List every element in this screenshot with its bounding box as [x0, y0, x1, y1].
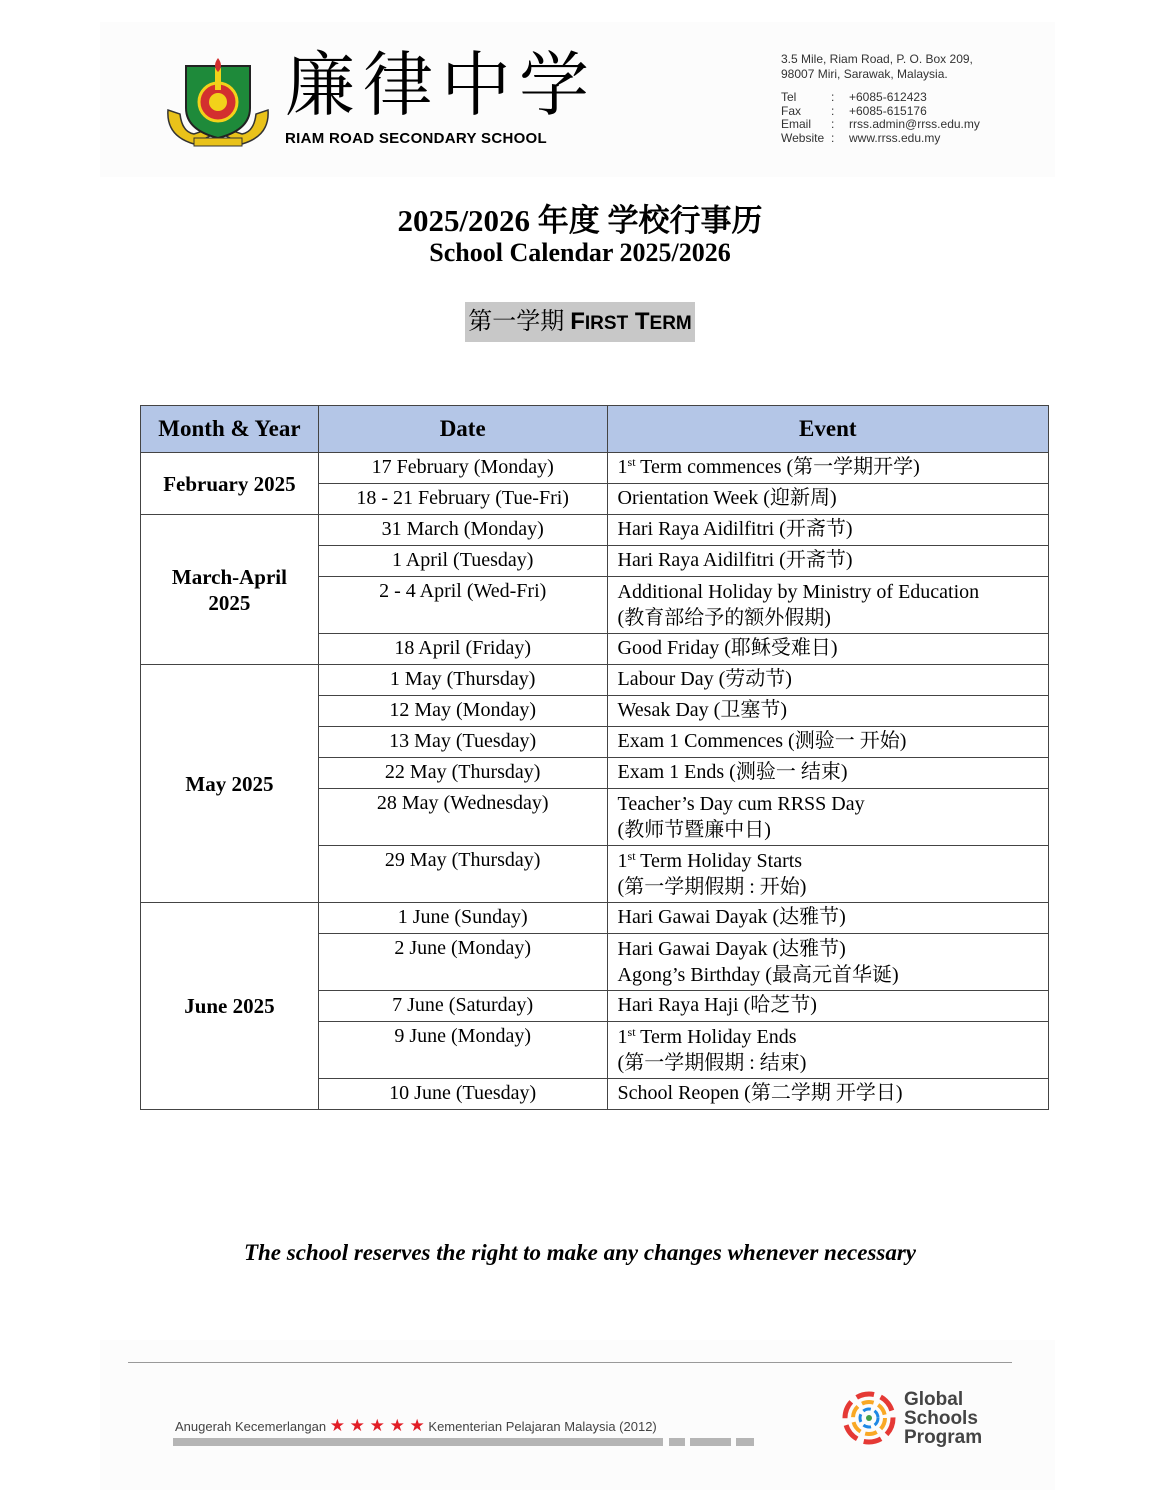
contact-separator: :	[831, 90, 835, 104]
date-cell: 17 February (Monday)	[318, 453, 607, 484]
event-cell: Orientation Week (迎新周)	[607, 484, 1048, 515]
ordinal-number: 1	[617, 850, 628, 872]
event-text: (教师节暨廉中日)	[617, 819, 771, 841]
award-text: Kementerian Pelajaran Malaysia (2012)	[428, 1419, 657, 1434]
contact-row-email	[781, 118, 980, 132]
event-text: Hari Gawai Dayak (达雅节)	[617, 938, 846, 960]
disclaimer-note: The school reserves the right to make any changes whenever necessary	[243, 1240, 917, 1265]
table-header-row	[141, 406, 1049, 453]
wordmark-line: Global	[904, 1389, 964, 1410]
contact-label: Email	[781, 117, 812, 131]
event-text: Term Holiday Ends	[635, 1026, 797, 1048]
event-text: Term commences (第一学期开学)	[635, 456, 920, 478]
award-line	[175, 1416, 657, 1436]
contact-value: +6085-615176	[849, 103, 927, 118]
footer-divider	[128, 1362, 1012, 1363]
calendar-table	[140, 405, 1049, 1110]
event-cell: Hari Gawai Dayak (达雅节)	[607, 903, 1048, 934]
school-crest-logo	[164, 52, 272, 152]
column-header-event: Event	[607, 406, 1048, 453]
ordinal-suffix: st	[627, 455, 636, 469]
event-text: (教育部给予的额外假期)	[617, 607, 831, 629]
wordmark-line: Program	[904, 1427, 983, 1448]
award-text: Anugerah Kecemerlangan	[175, 1419, 327, 1434]
school-name-chinese: 廉律中学	[285, 44, 597, 126]
month-cell: May 2025	[141, 665, 319, 903]
event-cell: Good Friday (耶稣受难日)	[607, 634, 1048, 665]
calendar-title-chinese: 2025/2026 年度 学校行事历	[397, 203, 763, 238]
date-cell: 12 May (Monday)	[318, 696, 607, 727]
column-header-month: Month & Year	[141, 406, 319, 453]
event-cell	[607, 577, 1048, 634]
contact-separator: :	[831, 117, 835, 131]
event-text: Term Holiday Starts	[635, 850, 803, 872]
month-cell: February 2025	[141, 453, 319, 515]
term-heading	[465, 302, 695, 342]
table-row	[141, 665, 1049, 696]
event-cell: School Reopen (第二学期 开学日)	[607, 1079, 1048, 1110]
date-cell: 2 June (Monday)	[318, 934, 607, 991]
term-heading-english	[570, 308, 692, 335]
ordinal-suffix: st	[627, 849, 636, 863]
star-icon: ★ ★ ★ ★ ★	[329, 1416, 425, 1435]
table-row	[141, 903, 1049, 934]
month-cell	[141, 515, 319, 665]
event-cell: Hari Raya Aidilfitri (开斋节)	[607, 546, 1048, 577]
event-cell	[607, 1022, 1048, 1079]
wordmark-line: Schools	[904, 1408, 978, 1429]
contact-value: +6085-612423	[849, 90, 927, 104]
contact-separator: :	[831, 103, 835, 118]
term-letter: T	[634, 308, 650, 335]
date-cell: 22 May (Thursday)	[318, 758, 607, 789]
date-cell: 29 May (Thursday)	[318, 846, 607, 903]
event-cell	[607, 789, 1048, 846]
event-text: (第一学期假期 : 开始)	[617, 876, 807, 898]
school-address	[781, 52, 973, 82]
event-text: Teacher’s Day cum RRSS Day	[617, 793, 865, 815]
event-cell: Wesak Day (卫塞节)	[607, 696, 1048, 727]
event-cell: Hari Raya Haji (哈芝节)	[607, 991, 1048, 1022]
event-cell: Labour Day (劳动节)	[607, 665, 1048, 696]
event-cell	[607, 846, 1048, 903]
ordinal-suffix: st	[627, 1025, 636, 1039]
footer-bar	[669, 1438, 685, 1446]
footer-bar	[173, 1438, 663, 1446]
ordinal-number: 1	[617, 456, 628, 478]
term-letters: ERM	[649, 313, 692, 334]
date-cell: 10 June (Tuesday)	[318, 1079, 607, 1110]
event-cell: Hari Raya Aidilfitri (开斋节)	[607, 515, 1048, 546]
contact-row-fax	[781, 105, 980, 119]
ordinal-number: 1	[617, 1026, 628, 1048]
address-line: 3.5 Mile, Riam Road, P. O. Box 209,	[781, 52, 973, 66]
event-cell	[607, 453, 1048, 484]
date-cell: 18 - 21 February (Tue-Fri)	[318, 484, 607, 515]
contact-separator: :	[831, 130, 835, 145]
global-schools-program-logo	[841, 1390, 897, 1446]
contact-value: www.rrss.edu.my	[849, 130, 941, 145]
contact-row-website	[781, 132, 980, 146]
contact-label: Fax	[781, 103, 802, 118]
event-text: Agong’s Birthday (最高元首华诞)	[617, 964, 899, 986]
event-text: Additional Holiday by Ministry of Education	[617, 581, 980, 603]
date-cell: 1 June (Sunday)	[318, 903, 607, 934]
contact-label: Tel	[781, 90, 797, 104]
contact-row-tel	[781, 91, 980, 105]
event-text: (第一学期假期 : 结束)	[617, 1052, 807, 1074]
date-cell: 28 May (Wednesday)	[318, 789, 607, 846]
address-line: 98007 Miri, Sarawak, Malaysia.	[781, 67, 948, 81]
term-letter: F	[570, 308, 585, 335]
contact-label: Website	[781, 130, 825, 145]
month-cell: June 2025	[141, 903, 319, 1110]
date-cell: 7 June (Saturday)	[318, 991, 607, 1022]
month-label-line: March-April	[171, 564, 287, 589]
date-cell: 13 May (Tuesday)	[318, 727, 607, 758]
footer-bar	[690, 1438, 731, 1446]
date-cell: 1 May (Thursday)	[318, 665, 607, 696]
contact-value: rrss.admin@rrss.edu.my	[849, 117, 980, 131]
date-cell: 1 April (Tuesday)	[318, 546, 607, 577]
term-letters: IRST	[584, 313, 629, 334]
term-heading-wrapper	[0, 302, 1160, 342]
column-header-date: Date	[318, 406, 607, 453]
date-cell: 31 March (Monday)	[318, 515, 607, 546]
term-heading-chinese: 第一学期	[468, 307, 565, 335]
month-label-line: 2025	[208, 590, 251, 615]
table-row	[141, 515, 1049, 546]
calendar-title-english: School Calendar 2025/2026	[429, 238, 731, 267]
global-schools-program-wordmark	[904, 1390, 982, 1447]
table-row	[141, 453, 1049, 484]
event-cell: Exam 1 Commences (测验一 开始)	[607, 727, 1048, 758]
footer-bar	[736, 1438, 754, 1446]
date-cell: 2 - 4 April (Wed-Fri)	[318, 577, 607, 634]
event-cell: Exam 1 Ends (测验一 结束)	[607, 758, 1048, 789]
date-cell: 9 June (Monday)	[318, 1022, 607, 1079]
school-name-english: RIAM ROAD SECONDARY SCHOOL	[285, 130, 547, 147]
contact-details	[781, 91, 980, 145]
event-cell	[607, 934, 1048, 991]
date-cell: 18 April (Friday)	[318, 634, 607, 665]
